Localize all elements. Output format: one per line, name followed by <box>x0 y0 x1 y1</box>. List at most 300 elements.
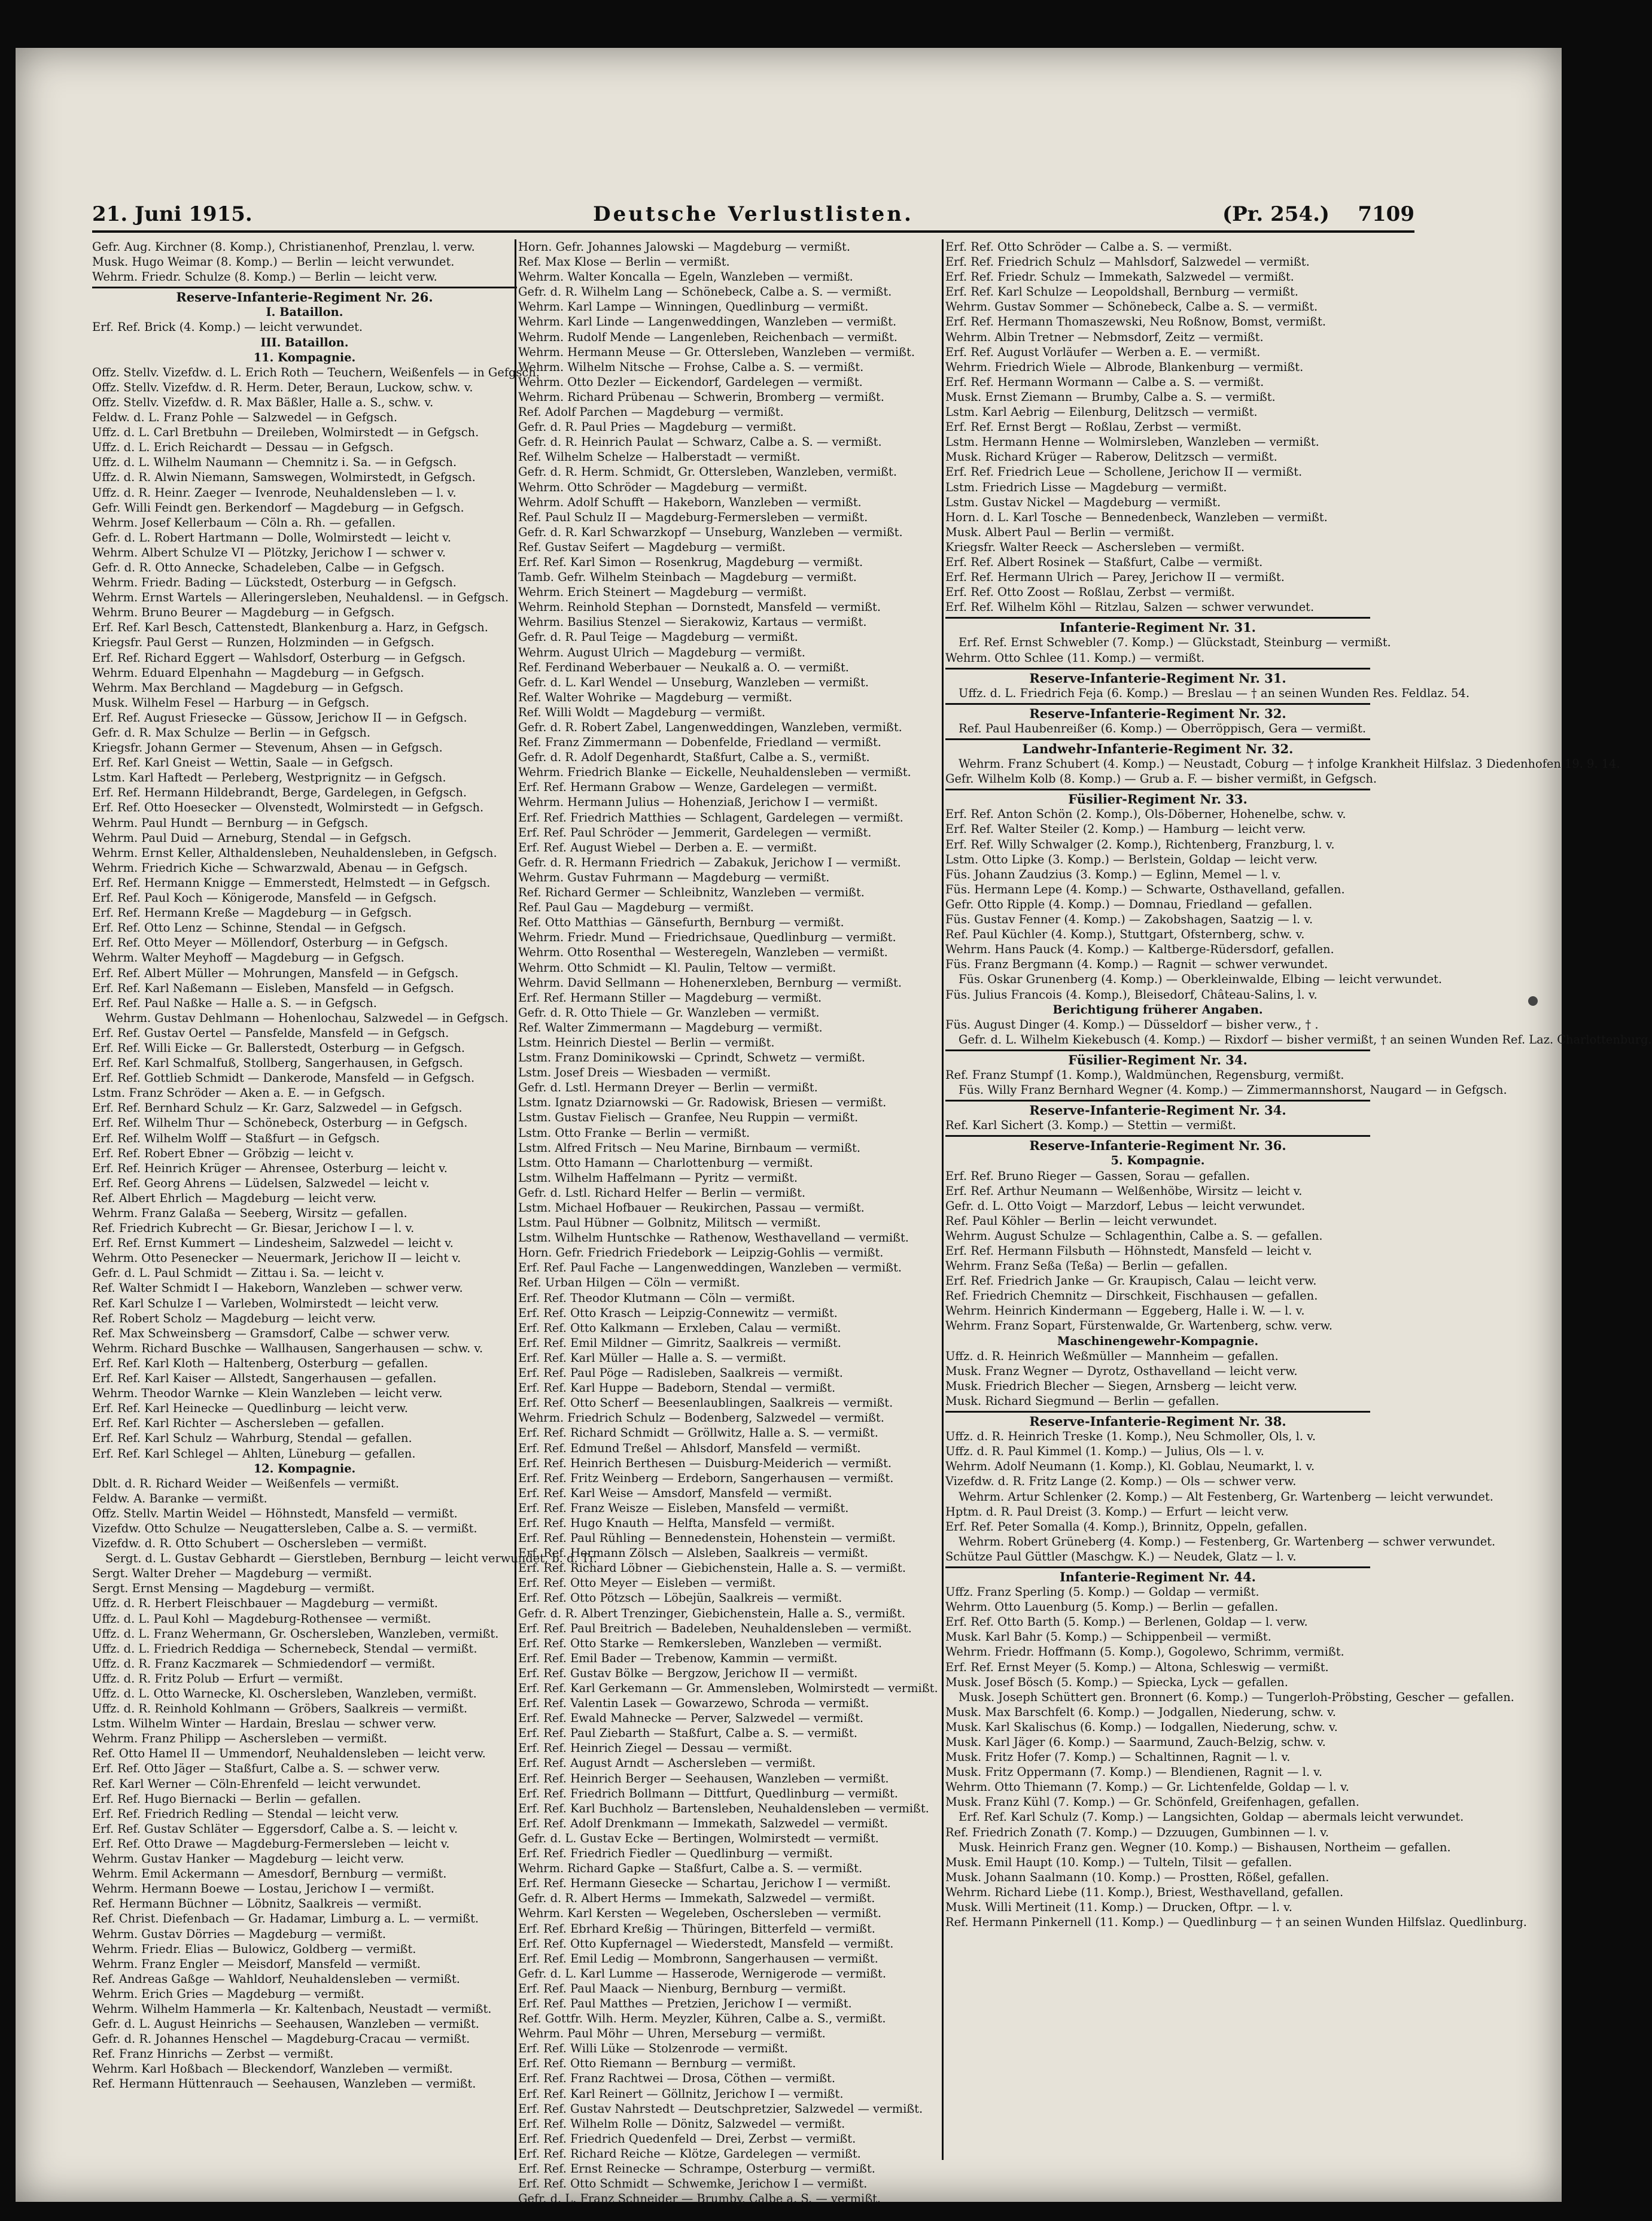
casualty-entry: Erf. Ref. Otto Drawe — Magdeburg-Fermersleben — leicht v. <box>92 1836 450 1851</box>
casualty-entry: Wehrm. Wilhelm Nitsche — Frohse, Calbe a. S. — vermißt. <box>518 360 864 374</box>
casualty-entry: Vizefdw. d. R. Otto Schubert — Oschersleben — vermißt. <box>92 1537 427 1551</box>
casualty-entry: Wehrm. Ernst Keller, Althaldensleben, Neuhaldensleben, in Gefgsch. <box>92 845 497 860</box>
casualty-entry: Lstm. Otto Franke — Berlin — vermißt. <box>518 1125 750 1140</box>
casualty-entry: Erf. Ref. Paul Maack — Nienburg, Bernburg — vermißt. <box>518 1981 847 1995</box>
casualty-entry: Wehrm. Otto Schlee (11. Komp.) — vermißt. <box>945 650 1205 665</box>
casualty-entry: Vizefdw. d. R. Fritz Lange (2. Komp.) — Ols — schwer verw. <box>945 1474 1297 1489</box>
casualty-entry: Erf. Ref. Ernst Meyer (5. Komp.) — Altona, Schleswig — vermißt. <box>945 1660 1329 1674</box>
casualty-entry: Ref. Wilhelm Schelze — Halberstadt — vermißt. <box>518 450 801 464</box>
casualty-entry: Ref. Walter Schmidt I — Hakeborn, Wanzleben — schwer verw. <box>92 1281 463 1295</box>
casualty-entry: Erf. Ref. Richard Reiche — Klötze, Gardelegen — vermißt. <box>518 2146 861 2161</box>
casualty-entry: Wehrm. Erich Steinert — Magdeburg — vermißt. <box>518 585 807 600</box>
casualty-entry: Schütze Paul Güttler (Maschgw. K.) — Neudek, Glatz — l. v. <box>945 1549 1297 1563</box>
casualty-entry: Ref. Franz Zimmermann — Dobenfelde, Friedland — vermißt. <box>518 735 881 750</box>
casualty-entry: Wehrm. Richard Prübenau — Schwerin, Bromberg — vermißt. <box>518 390 884 404</box>
casualty-entry: Erf. Ref. Theodor Klutmann — Cöln — vermißt. <box>518 1291 795 1305</box>
casualty-entry: Erf. Ref. Edmund Treßel — Ahlsdorf, Mansfeld — vermißt. <box>518 1441 861 1455</box>
casualty-entry: Wehrm. Walter Meyhoff — Magdeburg — in Gefgsch. <box>92 951 404 965</box>
casualty-entry: Erf. Ref. Ebrhard Kreßig — Thüringen, Bitterfeld — vermißt. <box>518 1921 875 1936</box>
casualty-entry: Lstm. Otto Lipke (3. Komp.) — Berlstein, Goldap — leicht verw. <box>945 852 1318 866</box>
casualty-entry: Erf. Ref. Fritz Weinberg — Erdeborn, Sangerhausen — vermißt. <box>518 1471 894 1485</box>
casualty-entry: Offz. Stellv. Vizefdw. d. L. Erich Roth — Teuchern, Weißenfels — in Gefgsch. <box>92 365 540 379</box>
casualty-entry: Erf. Ref. Karl Naßemann — Eisleben, Mansfeld — in Gefgsch. <box>92 981 454 995</box>
casualty-entry: Lstm. Gustav Nickel — Magdeburg — vermißt. <box>945 495 1221 509</box>
casualty-entry: Wehrm. Adolf Neumann (1. Komp.), Kl. Goblau, Neumarkt, l. v. <box>945 1459 1315 1474</box>
casualty-entry: Ref. Andreas Gaßge — Wahldorf, Neuhaldensleben — vermißt. <box>92 1971 460 1986</box>
casualty-entry: Wehrm. Paul Hundt — Bernburg — in Gefgsch. <box>92 816 369 830</box>
casualty-entry: Erf. Ref. Karl Buchholz — Bartensleben, Neuhaldensleben — vermißt. <box>518 1801 929 1815</box>
casualty-entry: Lstm. Wilhelm Winter — Hardain, Breslau — schwer verw. <box>92 1717 437 1731</box>
casualty-entry: Erf. Ref. Emil Bader — Trebenow, Kammin — vermißt. <box>518 1651 838 1665</box>
casualty-entry: Erf. Ref. Friedrich Schulz — Mahlsdorf, Salzwedel — vermißt. <box>945 255 1310 269</box>
casualty-entry: Gefr. d. Lstl. Hermann Dreyer — Berlin — vermißt. <box>518 1081 818 1095</box>
casualty-entry: Ref. Paul Schulz II — Magdeburg-Fermersleben — vermißt. <box>518 510 868 524</box>
casualty-entry: Wehrm. Friedr. Bading — Lückstedt, Osterburg — in Gefgsch. <box>92 576 457 590</box>
casualty-entry: Feldw. A. Baranke — vermißt. <box>92 1491 267 1505</box>
page-header <box>92 197 1414 232</box>
casualty-entry: Horn. Gefr. Friedrich Friedebork — Leipzig-Gohlis — vermißt. <box>518 1246 884 1260</box>
regiment-heading: Reserve-Infanterie-Regiment Nr. 31. <box>945 668 1370 686</box>
casualty-entry: Musk. Hugo Weimar (8. Komp.) — Berlin — leicht verwundet. <box>92 255 455 269</box>
casualty-entry: Ref. Adolf Parchen — Magdeburg — vermißt. <box>518 405 784 419</box>
casualty-entry: Lstm. Franz Dominikowski — Cprindt, Schwetz — vermißt. <box>518 1051 865 1065</box>
casualty-entry: Erf. Ref. Karl Gerkemann — Gr. Ammensleben, Wolmirstedt — vermißt. <box>518 1681 938 1695</box>
casualty-entry: Erf. Ref. Otto Schröder — Calbe a. S. — vermißt. <box>945 240 1233 254</box>
casualty-entry: Erf. Ref. Friedr. Schulz — Immekath, Salzwedel — vermißt. <box>945 270 1294 284</box>
section-subheading: I. Bataillon. <box>266 305 343 320</box>
casualty-entry: Wehrm. Gustav Dehlmann — Hohenlochau, Salzwedel — in Gefgsch. <box>105 1011 509 1025</box>
casualty-entry: Erf. Ref. Friedrich Redling — Stendal — leicht verw. <box>92 1806 399 1821</box>
casualty-entry: Ref. Paul Küchler (4. Komp.), Stuttgart, Ofsternberg, schw. v. <box>945 927 1305 942</box>
regiment-heading: Infanterie-Regiment Nr. 44. <box>945 1566 1370 1584</box>
casualty-entry: Lstm. Heinrich Diestel — Berlin — vermißt. <box>518 1035 775 1049</box>
casualty-entry: Erf. Ref. Karl Gneist — Wettin, Saale — in Gefgsch. <box>92 756 394 770</box>
casualty-entry: Gefr. d. R. Otto Annecke, Schadeleben, Calbe — in Gefgsch. <box>92 560 445 574</box>
header-date: 21. Juni 1915. <box>92 202 252 226</box>
casualty-entry: Erf. Ref. Karl Huppe — Badeborn, Stendal — vermißt. <box>518 1381 836 1395</box>
casualty-entry: Musk. Emil Haupt (10. Komp.) — Tulteln, Tilsit — gefallen. <box>945 1855 1292 1869</box>
casualty-entry: Erf. Ref. Paul Breitrich — Badeleben, Neuhaldensleben — vermißt. <box>518 1621 912 1635</box>
casualty-entry: Wehrm. Paul Duid — Arneburg, Stendal — in Gefgsch. <box>92 830 412 845</box>
casualty-entry: Erf. Ref. Friedrich Matthies — Schlagent, Gardelegen — vermißt. <box>518 810 903 824</box>
casualty-entry: Erf. Ref. Hermann Hildebrandt, Berge, Gardelegen, in Gefgsch. <box>92 786 467 800</box>
casualty-entry: Erf. Ref. August Wiebel — Derben a. E. — vermißt. <box>518 840 817 854</box>
casualty-entry: Erf. Ref. Franz Rachtwei — Drosa, Cöthen — vermißt. <box>518 2071 836 2086</box>
casualty-entry: Kriegsfr. Paul Gerst — Runzen, Holzminden — in Gefgsch. <box>92 635 434 650</box>
header-title: Deutsche Verlustlisten. <box>593 202 914 226</box>
header-page-number <box>1222 202 1414 226</box>
casualty-entry: Ref. Robert Scholz — Magdeburg — leicht verw. <box>92 1311 376 1325</box>
casualty-entry: Ref. Otto Hamel II — Ummendorf, Neuhaldensleben — leicht verw. <box>92 1747 486 1761</box>
regiment-heading: Füsilier-Regiment Nr. 33. <box>945 789 1370 807</box>
section-subheading: Berichtigung früherer Angaben. <box>1052 1002 1263 1017</box>
casualty-entry: Gefr. Otto Ripple (4. Komp.) — Domnau, Friedland — gefallen. <box>945 897 1313 911</box>
casualty-entry: Wehrm. Albin Tretner — Nebmsdorf, Zeitz — vermißt. <box>945 330 1264 344</box>
casualty-entry: Erf. Ref. Paul Koch — Königerode, Mansfeld — in Gefgsch. <box>92 891 437 905</box>
casualty-entry: Wehrm. David Sellmann — Hohenerxleben, Bernburg — vermißt. <box>518 975 902 990</box>
casualty-entry: Lstm. Karl Haftedt — Perleberg, Westprignitz — in Gefgsch. <box>92 771 446 785</box>
casualty-entry: Erf. Ref. Paul Ziebarth — Staßfurt, Calbe a. S. — vermißt. <box>518 1726 857 1741</box>
casualty-entry: Erf. Ref. Paul Matthes — Pretzien, Jerichow I — vermißt. <box>518 1996 852 2010</box>
casualty-entry: Wehrm. Hermann Boewe — Lostau, Jerichow I — vermißt. <box>92 1882 434 1896</box>
casualty-entry: Wehrm. Otto Thiemann (7. Komp.) — Gr. Lichtenfelde, Goldap — l. v. <box>945 1780 1349 1794</box>
casualty-entry: Musk. Karl Jäger (6. Komp.) — Saarmund, Zauch-Belzig, schw. v. <box>945 1735 1326 1749</box>
casualty-entry: Wehrm. Friedr. Elias — Bulowicz, Goldberg — vermißt. <box>92 1942 416 1956</box>
casualty-entry: Ref. Albert Ehrlich — Magdeburg — leicht verw. <box>92 1191 376 1205</box>
casualty-entry: Wehrm. Robert Grüneberg (4. Komp.) — Festenberg, Gr. Wartenberg — schwer verwundet. <box>959 1534 1496 1548</box>
casualty-entry: Erf. Ref. Bruno Rieger — Gassen, Sorau — gefallen. <box>945 1169 1251 1183</box>
casualty-entry: Gefr. d. R. Herm. Schmidt, Gr. Ottersleben, Wanzleben, vermißt. <box>518 465 897 479</box>
casualty-entry: Erf. Ref. Otto Meyer — Möllendorf, Osterburg — in Gefgsch. <box>92 936 448 950</box>
casualty-entry: Uffz. d. L. Wilhelm Naumann — Chemnitz i. Sa. — in Gefgsch. <box>92 455 457 470</box>
casualty-entry: Erf. Ref. Karl Richter — Aschersleben — gefallen. <box>92 1416 385 1431</box>
casualty-entry: Erf. Ref. Paul Rühling — Bennedenstein, Hohenstein — vermißt. <box>518 1531 896 1545</box>
casualty-entry: Füs. Oskar Grunenberg (4. Komp.) — Oberkleinwalde, Elbing — leicht verwundet. <box>959 972 1442 987</box>
casualty-entry: Uffz. d. L. Friedrich Reddiga — Schernebeck, Stendal — vermißt. <box>92 1641 477 1656</box>
casualty-entry: Erf. Ref. Richard Löbner — Giebichenstein, Halle a. S. — vermißt. <box>518 1561 906 1575</box>
casualty-entry: Erf. Ref. Willi Lüke — Stolzenrode — vermißt. <box>518 2042 788 2056</box>
casualty-entry: Erf. Ref. Karl Schulze — Leopoldshall, Bernburg — vermißt. <box>945 285 1298 299</box>
casualty-entry: Uffz. d. R. Herbert Fleischbauer — Magdeburg — vermißt. <box>92 1596 438 1611</box>
casualty-entry: Füs. Julius Francois (4. Komp.), Bleisedorf, Château-Salins, l. v. <box>945 987 1318 1002</box>
casualty-entry: Ref. Otto Matthias — Gänsefurth, Bernburg — vermißt. <box>518 915 844 930</box>
casualty-entry: Erf. Ref. Ewald Mahnecke — Perver, Salzwedel — vermißt. <box>518 1711 864 1726</box>
casualty-entry: Vizefdw. Otto Schulze — Neugattersleben, Calbe a. S. — vermißt. <box>92 1521 477 1535</box>
casualty-entry: Musk. Wilhelm Fesel — Harburg — in Gefgsch. <box>92 695 370 710</box>
casualty-entry: Wehrm. Albert Schulze VI — Plötzky, Jerichow I — schwer v. <box>92 545 446 559</box>
casualty-entry: Wehrm. Ernst Wartels — Alleringersleben, Neuhaldensl. — in Gefgsch. <box>92 591 509 605</box>
regiment-heading: Reserve-Infanterie-Regiment Nr. 38. <box>945 1411 1370 1429</box>
casualty-entry: Uffz. d. R. Paul Kimmel (1. Komp.) — Julius, Ols — l. v. <box>945 1444 1264 1459</box>
casualty-entry: Erf. Ref. Wilhelm Thur — Schönebeck, Osterburg — in Gefgsch. <box>92 1116 468 1130</box>
casualty-entry: Ref. Gottfr. Wilh. Herm. Meyzler, Kühren, Calbe a. S., vermißt. <box>518 2012 886 2026</box>
casualty-entry: Wehrm. Emil Ackermann — Amesdorf, Bernburg — vermißt. <box>92 1867 447 1881</box>
casualty-entry: Ref. Friedrich Chemnitz — Dirschkeit, Fischhausen — gefallen. <box>945 1289 1318 1303</box>
casualty-entry: Lstm. Josef Dreis — Wiesbaden — vermißt. <box>518 1066 771 1080</box>
casualty-entry: Erf. Ref. Georg Ahrens — Lüdelsen, Salzwedel — leicht v. <box>92 1176 430 1190</box>
casualty-entry: Musk. Josef Bösch (5. Komp.) — Spiecka, Lyck — gefallen. <box>945 1675 1288 1689</box>
casualty-entry: Wehrm. Franz Sopart, Fürstenwalde, Gr. Wartenberg, schw. verw. <box>945 1319 1333 1333</box>
casualty-entry: Erf. Ref. Paul Naßke — Halle a. S. — in Gefgsch. <box>92 996 377 1010</box>
casualty-entry: Uffz. d. L. Friedrich Feja (6. Komp.) — Breslau — † an seinen Wunden Res. Feldlaz. 54. <box>959 686 1470 700</box>
casualty-entry: Wehrm. Richard Gapke — Staßfurt, Calbe a. S. — vermißt. <box>518 1861 863 1876</box>
casualty-entry: Gefr. d. R. Albert Herms — Immekath, Salzwedel — vermißt. <box>518 1891 875 1906</box>
casualty-entry: Füs. Johann Zaudzius (3. Komp.) — Eglinn, Memel — l. v. <box>945 867 1281 881</box>
casualty-entry: Wehrm. Paul Möhr — Uhren, Merseburg — vermißt. <box>518 2027 826 2041</box>
casualty-entry: Horn. Gefr. Johannes Jalowski — Magdeburg — vermißt. <box>518 240 850 254</box>
casualty-entry: Erf. Ref. Wilhelm Köhl — Ritzlau, Salzen — schwer verwundet. <box>945 600 1315 614</box>
casualty-entry: Wehrm. Gustav Fuhrmann — Magdeburg — vermißt. <box>518 870 830 884</box>
casualty-entry: Ref. Walter Zimmermann — Magdeburg — vermißt. <box>518 1020 823 1035</box>
casualty-entry: Gefr. d. R. Max Schulze — Berlin — in Gefgsch. <box>92 726 370 740</box>
casualty-entry: Wehrm. Theodor Warnke — Klein Wanzleben — leicht verw. <box>92 1386 443 1401</box>
casualty-entry: Erf. Ref. Hermann Filsbuth — Höhnstedt, Mansfeld — leicht v. <box>945 1244 1312 1258</box>
casualty-entry: Erf. Ref. Otto Zoost — Roßlau, Zerbst — vermißt. <box>945 585 1235 600</box>
header-rule <box>92 230 1414 233</box>
casualty-entry: Ref. Paul Haubenreißer (6. Komp.) — Oberröppisch, Gera — vermißt. <box>959 721 1367 735</box>
casualty-entry: Wehrm. Reinhold Stephan — Dornstedt, Mansfeld — vermißt. <box>518 600 881 614</box>
casualty-entry: Erf. Ref. Walter Steiler (2. Komp.) — Hamburg — leicht verw. <box>945 822 1306 836</box>
casualty-entry: Erf. Ref. Otto Lenz — Schinne, Stendal — in Gefgsch. <box>92 921 406 935</box>
casualty-entry: Dblt. d. R. Richard Weider — Weißenfels — vermißt. <box>92 1476 400 1490</box>
casualty-entry: Erf. Ref. Hermann Thomaszewski, Neu Roßnow, Bomst, vermißt. <box>945 315 1327 329</box>
casualty-entry: Lstm. Alfred Fritsch — Neu Marine, Birnbaum — vermißt. <box>518 1140 861 1155</box>
column-3 <box>945 239 1652 2166</box>
casualty-entry: Wehrm. Bruno Beurer — Magdeburg — in Gefgsch. <box>92 606 395 620</box>
casualty-entry: Erf. Ref. Otto Kupfernagel — Wiederstedt, Mansfeld — vermißt. <box>518 1936 894 1951</box>
casualty-entry: Ref. Paul Köhler — Berlin — leicht verwundet. <box>945 1213 1218 1228</box>
casualty-entry: Gefr. Aug. Kirchner (8. Komp.), Christianenhof, Prenzlau, l. verw. <box>92 240 475 254</box>
casualty-entry: Musk. Albert Paul — Berlin — vermißt. <box>945 525 1175 539</box>
casualty-entry: Erf. Ref. August Friesecke — Güssow, Jerichow II — in Gefgsch. <box>92 710 467 725</box>
casualty-entry: Erf. Ref. Heinrich Berthesen — Duisburg-Meiderich — vermißt. <box>518 1456 892 1470</box>
casualty-entry: Musk. Ernst Ziemann — Brumby, Calbe a. S. — vermißt. <box>945 390 1276 404</box>
casualty-entry: Erf. Ref. Karl Schulz (7. Komp.) — Langsichten, Goldap — abermals leicht verwundet. <box>959 1810 1464 1824</box>
casualty-entry: Wehrm. Otto Lauenburg (5. Komp.) — Berlin — gefallen. <box>945 1600 1279 1614</box>
casualty-entry: Ref. Franz Stumpf (1. Komp.), Waldmünchen, Regensburg, vermißt. <box>945 1067 1344 1082</box>
regiment-heading: Landwehr-Infanterie-Regiment Nr. 32. <box>945 738 1370 756</box>
regiment-heading: Reserve-Infanterie-Regiment Nr. 26. <box>92 287 517 305</box>
column-1 <box>92 239 598 2166</box>
casualty-entry: Musk. Richard Krüger — Raberow, Delitzsch — vermißt. <box>945 450 1277 464</box>
casualty-entry: Gefr. d. R. Adolf Degenhardt, Staßfurt, Calbe a. S., vermißt. <box>518 750 870 765</box>
casualty-entry: Erf. Ref. Otto Pötzsch — Löbejün, Saalkreis — vermißt. <box>518 1591 842 1605</box>
casualty-entry: Erf. Ref. Gottlieb Schmidt — Dankerode, Mansfeld — in Gefgsch. <box>92 1071 475 1085</box>
casualty-entry: Erf. Ref. Karl Kloth — Haltenberg, Osterburg — gefallen. <box>92 1356 428 1370</box>
casualty-entry: Lstm. Wilhelm Haffelmann — Pyritz — vermißt. <box>518 1170 798 1185</box>
casualty-entry: Ref. Urban Hilgen — Cöln — vermißt. <box>518 1276 740 1290</box>
header-issue: (Pr. 254.) <box>1222 202 1329 226</box>
casualty-entry: Gefr. d. R. Heinrich Paulat — Schwarz, Calbe a. S. — vermißt. <box>518 435 882 449</box>
column-2 <box>518 239 943 2206</box>
casualty-entry: Uffz. d. R. Franz Kaczmarek — Schmiedendorf — vermißt. <box>92 1656 436 1671</box>
casualty-entry: Gefr. d. L. Karl Wendel — Unseburg, Wanzleben — vermißt. <box>518 675 869 689</box>
casualty-entry: Wehrm. Friedrich Blanke — Eickelle, Neuhaldensleben — vermißt. <box>518 765 911 780</box>
regiment-heading: Infanterie-Regiment Nr. 31. <box>945 617 1370 635</box>
casualty-entry: Uffz. d. R. Heinrich Treske (1. Komp.), Neu Schmoller, Ols, l. v. <box>945 1429 1316 1444</box>
casualty-entry: Erf. Ref. Paul Schröder — Jemmerit, Gardelegen — vermißt. <box>518 825 872 839</box>
casualty-entry: Erf. Ref. Gustav Nahrstedt — Deutschpretzier, Salzwedel — vermißt. <box>518 2101 923 2116</box>
casualty-entry: Füs. Hermann Lepe (4. Komp.) — Schwarte, Osthavelland, gefallen. <box>945 882 1345 896</box>
casualty-entry: Gefr. d. R. Robert Zabel, Langenweddingen, Wanzleben, vermißt. <box>518 720 902 734</box>
casualty-entry: Ref. Hermann Büchner — Löbnitz, Saalkreis — vermißt. <box>92 1897 422 1911</box>
casualty-entry: Gefr. d. R. Otto Thiele — Gr. Wanzleben — vermißt. <box>518 1005 820 1020</box>
casualty-entry: Sergt. d. L. Gustav Gebhardt — Gierstleben, Bernburg — leicht verwundet, b. d. Tr. <box>105 1551 598 1566</box>
casualty-entry: Uffz. d. L. Franz Wehermann, Gr. Oschersleben, Wanzleben, vermißt. <box>92 1626 499 1641</box>
casualty-entry: Lstm. Hermann Henne — Wolmirsleben, Wanzleben — vermißt. <box>945 435 1319 449</box>
casualty-entry: Uffz. Franz Sperling (5. Komp.) — Goldap — vermißt. <box>945 1585 1259 1599</box>
casualty-entry: Erf. Ref. Karl Simon — Rosenkrug, Magdeburg — vermißt. <box>518 555 863 569</box>
regiment-heading: Füsilier-Regiment Nr. 34. <box>945 1049 1370 1067</box>
casualty-entry: Wehrm. Walter Koncalla — Egeln, Wanzleben — vermißt. <box>518 270 853 284</box>
casualty-entry: Gefr. d. L. Robert Hartmann — Dolle, Wolmirstedt — leicht v. <box>92 530 452 544</box>
casualty-entry: Hptm. d. R. Paul Dreist (3. Komp.) — Erfurt — leicht verw. <box>945 1504 1289 1519</box>
casualty-entry: Feldw. d. L. Franz Pohle — Salzwedel — in Gefgsch. <box>92 410 398 425</box>
casualty-entry: Erf. Ref. Otto Jäger — Staßfurt, Calbe a. S. — schwer verw. <box>92 1761 440 1776</box>
casualty-entry: Erf. Ref. Albert Müller — Mohrungen, Mansfeld — in Gefgsch. <box>92 966 459 980</box>
casualty-entry: Erf. Ref. Robert Ebner — Gröbzig — leicht v. <box>92 1146 354 1160</box>
casualty-entry: Erf. Ref. Otto Riemann — Bernburg — vermißt. <box>518 2056 796 2071</box>
casualty-entry: Erf. Ref. Hermann Grabow — Wenze, Gardelegen — vermißt. <box>518 780 878 795</box>
section-subheading: Maschinengewehr-Kompagnie. <box>1057 1334 1259 1348</box>
casualty-entry: Erf. Ref. Heinrich Krüger — Ahrensee, Osterburg — leicht v. <box>92 1161 448 1175</box>
casualty-entry: Horn. d. L. Karl Tosche — Bennedenbeck, Wanzleben — vermißt. <box>945 510 1328 524</box>
casualty-entry: Ref. Max Schweinsberg — Gramsdorf, Calbe — schwer verw. <box>92 1326 451 1340</box>
casualty-entry: Musk. Max Barschfelt (6. Komp.) — Jodgallen, Niederung, schw. v. <box>945 1705 1336 1719</box>
casualty-entry: Gefr. d. R. Johannes Henschel — Magdeburg-Cracau — vermißt. <box>92 2032 470 2046</box>
casualty-entry: Musk. Karl Bahr (5. Komp.) — Schippenbeil — vermißt. <box>945 1630 1271 1644</box>
casualty-entry: Musk. Willi Mertineit (11. Komp.) — Drucken, Oftpr. — l. v. <box>945 1900 1292 1915</box>
casualty-entry: Kriegsfr. Walter Reeck — Aschersleben — vermißt. <box>945 540 1245 554</box>
casualty-entry: Gefr. d. L. August Heinrichs — Seehausen, Wanzleben — vermißt. <box>92 2017 479 2031</box>
casualty-entry: Wehrm. Wilhelm Hammerla — Kr. Kaltenbach, Neustadt — vermißt. <box>92 2001 492 2016</box>
casualty-entry: Erf. Ref. Peter Somalla (4. Komp.), Brinnitz, Oppeln, gefallen. <box>945 1519 1307 1534</box>
casualty-entry: Uffz. d. R. Alwin Niemann, Samswegen, Wolmirstedt, in Gefgsch. <box>92 470 476 485</box>
casualty-entry: Musk. Fritz Oppermann (7. Komp.) — Blendienen, Ragnit — l. v. <box>945 1765 1322 1779</box>
casualty-entry: Ref. Gustav Seifert — Magdeburg — vermißt. <box>518 540 786 554</box>
casualty-entry: Wehrm. Gustav Dörries — Magdeburg — vermißt. <box>92 1927 387 1941</box>
casualty-entry: Offz. Stellv. Martin Weidel — Höhnstedt, Mansfeld — vermißt. <box>92 1506 458 1520</box>
casualty-entry: Wehrm. Karl Linde — Langenweddingen, Wanzleben — vermißt. <box>518 315 897 329</box>
casualty-entry: Offz. Stellv. Vizefdw. d. R. Max Bäßler, Halle a. S., schw. v. <box>92 395 434 409</box>
casualty-entry: Gefr. Willi Feindt gen. Berkendorf — Magdeburg — in Gefgsch. <box>92 500 464 515</box>
casualty-entry: Erf. Ref. Willy Schwalger (2. Komp.), Richtenberg, Franzburg, l. v. <box>945 837 1335 851</box>
casualty-entry: Erf. Ref. August Vorläufer — Werben a. E. — vermißt. <box>945 345 1261 359</box>
casualty-entry: Sergt. Walter Dreher — Magdeburg — vermißt. <box>92 1566 372 1581</box>
casualty-entry: Gefr. d. Lstl. Richard Helfer — Berlin — vermißt. <box>518 1185 806 1200</box>
casualty-entry: Lstm. Wilhelm Huntschke — Rathenow, Westhavelland — vermißt. <box>518 1231 909 1245</box>
casualty-entry: Füs. Gustav Fenner (4. Komp.) — Zakobshagen, Saatzig — l. v. <box>945 912 1313 927</box>
casualty-entry: Erf. Ref. Wilhelm Rolle — Dönitz, Salzwedel — vermißt. <box>518 2116 845 2131</box>
casualty-entry: Erf. Ref. Otto Barth (5. Komp.) — Berlenen, Goldap — l. verw. <box>945 1615 1308 1629</box>
casualty-entry: Erf. Ref. Ernst Schwebler (7. Komp.) — Glückstadt, Steinburg — vermißt. <box>959 635 1391 650</box>
casualty-entry: Lstm. Paul Hübner — Golbnitz, Militsch — vermißt. <box>518 1216 821 1230</box>
casualty-entry: Musk. Franz Wegner — Dyrotz, Osthavelland — leicht verw. <box>945 1364 1298 1378</box>
casualty-entry: Ref. Richard Germer — Schleibnitz, Wanzleben — vermißt. <box>518 886 865 900</box>
casualty-entry: Wehrm. Otto Rosenthal — Westeregeln, Wanzleben — vermißt. <box>518 945 888 960</box>
casualty-entry: Uffz. d. L. Carl Bretbuhn — Dreileben, Wolmirstedt — in Gefgsch. <box>92 425 479 440</box>
casualty-entry: Wehrm. Franz Schubert (4. Komp.) — Neustadt, Coburg — † infolge Krankheit Hilfslaz. 3 Diedenhofen 19. 9. 14. <box>959 757 1620 771</box>
casualty-entry: Wehrm. Karl Lampe — Winningen, Quedlinburg — vermißt. <box>518 300 869 314</box>
casualty-entry: Ref. Max Klose — Berlin — vermißt. <box>518 255 730 269</box>
casualty-entry: Füs. August Dinger (4. Komp.) — Düsseldorf — bisher verw., † . <box>945 1017 1319 1032</box>
casualty-entry: Gefr. d. L. Gustav Ecke — Bertingen, Wolmirstedt — vermißt. <box>518 1831 879 1845</box>
casualty-entry: Ref. Willi Woldt — Magdeburg — vermißt. <box>518 705 766 719</box>
casualty-entry: Lstm. Franz Schröder — Aken a. E. — in Gefgsch. <box>92 1086 385 1100</box>
casualty-entry: Erf. Ref. Otto Hoesecker — Olvenstedt, Wolmirstedt — in Gefgsch. <box>92 801 484 815</box>
casualty-entry: Erf. Ref. Hermann Stiller — Magdeburg — vermißt. <box>518 990 822 1005</box>
casualty-entry: Wehrm. Franz Galaßa — Seeberg, Wirsitz — gefallen. <box>92 1206 407 1220</box>
casualty-entry: Gefr. d. L. Wilhelm Kiekebusch (4. Komp.) — Rixdorf — bisher vermißt, † an seinen Wunden Ref. Laz. Charlottenburg. <box>959 1032 1652 1046</box>
casualty-entry: Erf. Ref. Gustav Oertel — Pansfelde, Mansfeld — in Gefgsch. <box>92 1026 449 1040</box>
casualty-entry: Wehrm. Otto Schröder — Magdeburg — vermißt. <box>518 480 808 494</box>
header-page: 7109 <box>1358 202 1414 226</box>
casualty-entry: Erf. Ref. Valentin Lasek — Gowarzewo, Schroda — vermißt. <box>518 1696 869 1711</box>
casualty-entry: Wehrm. Rudolf Mende — Langenleben, Reichenbach — vermißt. <box>518 330 898 344</box>
casualty-entry: Ref. Hermann Hüttenrauch — Seehausen, Wanzleben — vermißt. <box>92 2077 476 2091</box>
casualty-entry: Erf. Ref. Willi Eicke — Gr. Ballerstedt, Osterburg — in Gefgsch. <box>92 1040 466 1055</box>
casualty-entry: Erf. Ref. Otto Scherf — Beesenlaublingen, Saalkreis — vermißt. <box>518 1396 893 1410</box>
casualty-entry: Erf. Ref. Heinrich Berger — Seehausen, Wanzleben — vermißt. <box>518 1771 889 1785</box>
casualty-entry: Wehrm. August Schulze — Schlagenthin, Calbe a. S. — gefallen. <box>945 1228 1323 1243</box>
casualty-entry: Wehrm. Franz Seßa (Teßa) — Berlin — gefallen. <box>945 1259 1228 1273</box>
casualty-entry: Gefr. d. L. Otto Voigt — Marzdorf, Lebus — leicht verwundet. <box>945 1198 1306 1213</box>
casualty-entry: Erf. Ref. Friedrich Quedenfeld — Drei, Zerbst — vermißt. <box>518 2131 856 2146</box>
casualty-entry: Wehrm. Adolf Schufft — Hakeborn, Wanzleben — vermißt. <box>518 495 862 509</box>
casualty-entry: Musk. Richard Siegmund — Berlin — gefallen. <box>945 1394 1219 1408</box>
casualty-entry: Erf. Ref. Hermann Knigge — Emmerstedt, Helmstedt — in Gefgsch. <box>92 875 491 890</box>
casualty-entry: Musk. Heinrich Franz gen. Wegner (10. Komp.) — Bishausen, Northeim — gefallen. <box>959 1840 1451 1854</box>
casualty-entry: Wehrm. Gustav Hanker — Magdeburg — leicht verw. <box>92 1852 404 1866</box>
casualty-entry: Gefr. d. R. Karl Schwarzkopf — Unseburg, Wanzleben — vermißt. <box>518 525 903 539</box>
casualty-entry: Erf. Ref. Otto Kalkmann — Erxleben, Calau — vermißt. <box>518 1321 841 1335</box>
casualty-entry: Füs. Willy Franz Bernhard Wegner (4. Komp.) — Zimmermannshorst, Naugard — in Gefgsch. <box>959 1083 1507 1097</box>
casualty-entry: Erf. Ref. Ernst Reinecke — Schrampe, Osterburg — vermißt. <box>518 2162 875 2176</box>
casualty-entry: Ref. Friedrich Kubrecht — Gr. Biesar, Jerichow I — l. v. <box>92 1221 415 1236</box>
casualty-entry: Ref. Franz Hinrichs — Zerbst — vermißt. <box>92 2047 334 2061</box>
casualty-entry: Erf. Ref. Karl Kaiser — Allstedt, Sangerhausen — gefallen. <box>92 1371 437 1386</box>
casualty-entry: Ref. Friedrich Zonath (7. Komp.) — Dzzuugen, Gumbinnen — l. v. <box>945 1825 1329 1839</box>
casualty-entry: Wehrm. Franz Philipp — Aschersleben — vermißt. <box>92 1732 388 1746</box>
casualty-entry: Erf. Ref. Friedrich Bollmann — Dittfurt, Quedlinburg — vermißt. <box>518 1786 898 1800</box>
casualty-entry: Tamb. Gefr. Wilhelm Steinbach — Magdeburg — vermißt. <box>518 570 857 585</box>
casualty-entry: Uffz. d. R. Reinhold Kohlmann — Gröbers, Saalkreis — vermißt. <box>92 1702 468 1716</box>
casualty-entry: Erf. Ref. Arthur Neumann — Welßenhöbe, Wirsitz — leicht v. <box>945 1183 1303 1198</box>
casualty-entry: Wehrm. Friedrich Schulz — Bodenberg, Salzwedel — vermißt. <box>518 1411 884 1425</box>
casualty-entry: Musk. Fritz Hofer (7. Komp.) — Schaltinnen, Ragnit — l. v. <box>945 1750 1291 1764</box>
casualty-entry: Erf. Ref. Paul Fache — Langenweddingen, Wanzleben — vermißt. <box>518 1261 902 1275</box>
casualty-entry: Gefr. Wilhelm Kolb (8. Komp.) — Grub a. F. — bisher vermißt, in Gefgsch. <box>945 772 1377 786</box>
casualty-entry: Erf. Ref. Richard Eggert — Wahlsdorf, Osterburg — in Gefgsch. <box>92 650 466 665</box>
regiment-heading: Reserve-Infanterie-Regiment Nr. 32. <box>945 703 1370 721</box>
casualty-entry: Uffz. d. R. Fritz Polub — Erfurt — vermißt. <box>92 1671 343 1685</box>
casualty-entry: Ref. Hermann Pinkernell (11. Komp.) — Quedlinburg — † an seinen Wunden Hilfslaz. Quedlinburg. <box>945 1915 1527 1930</box>
casualty-entry: Erf. Ref. Adolf Drenkmann — Immekath, Salzwedel — vermißt. <box>518 1816 889 1830</box>
casualty-entry: Offz. Stellv. Vizefdw. d. R. Herm. Deter, Beraun, Luckow, schw. v. <box>92 380 473 394</box>
casualty-entry: Uffz. d. L. Erich Reichardt — Dessau — in Gefgsch. <box>92 440 394 455</box>
casualty-entry: Erf. Ref. Karl Weise — Amsdorf, Mansfeld — vermißt. <box>518 1486 832 1500</box>
casualty-entry: Gefr. d. L. Karl Lumme — Hasserode, Wernigerode — vermißt. <box>518 1966 886 1980</box>
casualty-entry: Gefr. d. L. Paul Schmidt — Zittau i. Sa. — leicht v. <box>92 1266 385 1280</box>
casualty-entry: Gefr. d. R. Albert Trenzinger, Giebichenstein, Halle a. S., vermißt. <box>518 1606 906 1620</box>
casualty-entry: Wehrm. Heinrich Kindermann — Eggeberg, Halle i. W. — l. v. <box>945 1304 1305 1318</box>
casualty-entry: Erf. Ref. Anton Schön (2. Komp.), Ols-Döberner, Hohenelbe, schw. v. <box>945 807 1346 822</box>
casualty-entry: Wehrm. Hans Pauck (4. Komp.) — Kaltberge-Rüdersdorf, gefallen. <box>945 942 1334 957</box>
casualty-entry: Erf. Ref. Karl Reinert — Göllnitz, Jerichow I — vermißt. <box>518 2086 844 2101</box>
section-subheading: III. Bataillon. <box>260 335 349 349</box>
casualty-entry: Gefr. d. R. Paul Teige — Magdeburg — vermißt. <box>518 630 798 644</box>
casualty-entry: Wehrm. Richard Liebe (11. Komp.), Briest, Westhavelland, gefallen. <box>945 1885 1344 1899</box>
casualty-entry: Wehrm. Friedrich Wiele — Albrode, Blankenburg — vermißt. <box>945 360 1304 374</box>
casualty-entry: Erf. Ref. Hermann Wormann — Calbe a. S. — vermißt. <box>945 375 1264 389</box>
casualty-entry: Musk. Friedrich Blecher — Siegen, Arnsberg — leicht verw. <box>945 1379 1297 1393</box>
casualty-entry: Uffz. d. L. Otto Warnecke, Kl. Oschersleben, Wanzleben, vermißt. <box>92 1687 477 1700</box>
section-subheading: 11. Kompagnie. <box>253 350 356 364</box>
column-divider-2 <box>942 239 944 2160</box>
casualty-entry: Ref. Christ. Diefenbach — Gr. Hadamar, Limburg a. L. — vermißt. <box>92 1912 479 1926</box>
casualty-entry: Wehrm. Basilius Stenzel — Sierakowiz, Kartaus — vermißt. <box>518 615 867 629</box>
casualty-entry: Erf. Ref. Karl Besch, Cattenstedt, Blankenburg a. Harz, in Gefgsch. <box>92 620 488 635</box>
casualty-entry: Wehrm. Karl Hoßbach — Bleckendorf, Wanzleben — vermißt. <box>92 2062 453 2076</box>
casualty-entry: Musk. Johann Saalmann (10. Komp.) — Prostten, Rößel, gefallen. <box>945 1870 1329 1884</box>
casualty-entry: Erf. Ref. Gustav Bölke — Bergzow, Jerichow II — vermißt. <box>518 1666 858 1680</box>
casualty-entry: Wehrm. Hermann Meuse — Gr. Ottersleben, Wanzleben — vermißt. <box>518 345 915 359</box>
casualty-entry: Wehrm. Richard Buschke — Wallhausen, Sangerhausen — schw. v. <box>92 1341 483 1355</box>
casualty-entry: Wehrm. Otto Dezler — Eickendorf, Gardelegen — vermißt. <box>518 375 863 389</box>
casualty-entry: Erf. Ref. Friedrich Leue — Schollene, Jerichow II — vermißt. <box>945 465 1303 479</box>
casualty-entry: Wehrm. Gustav Sommer — Schönebeck, Calbe a. S. — vermißt. <box>945 300 1318 314</box>
casualty-entry: Wehrm. Max Berchland — Magdeburg — in Gefgsch. <box>92 680 404 695</box>
